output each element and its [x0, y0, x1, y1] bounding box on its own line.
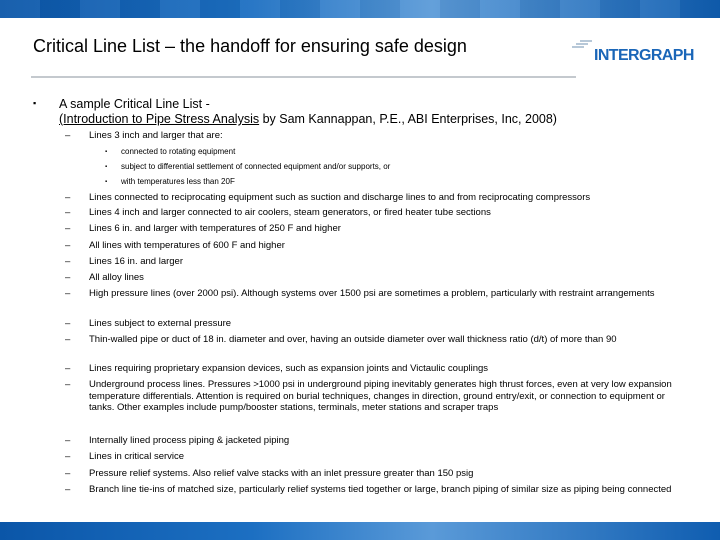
- list-dash: –: [65, 334, 71, 345]
- list-item-text: Pressure relief systems. Also relief valve stacks with an inlet pressure greater than 150 psig: [89, 468, 474, 479]
- list-dash: –: [65, 256, 71, 267]
- list-dash: –: [65, 272, 71, 283]
- list-dash: –: [65, 484, 71, 495]
- intro-bullet: ▪: [33, 98, 37, 108]
- list-item-text: Lines 16 in. and larger: [89, 256, 184, 267]
- sub-bullet: ▪: [105, 164, 108, 170]
- intro-text: [59, 97, 659, 127]
- list-dash: –: [65, 288, 71, 299]
- list-item-text: Underground process lines. Pressures >1000 psi in underground piping inevitably generates high thrust forces, even at very low expansion temperature differentials. Attention is required on burial techniques, changes in direction, ground entry/exit, or connection to equipment or tanks. Other examples include pump/booster stations, terminals, meter stations and scraper traps: [89, 379, 672, 413]
- list-dash: –: [65, 451, 71, 462]
- list-dash: –: [65, 435, 71, 446]
- intro-line-2: [59, 112, 659, 127]
- list-item-text: Lines 4 inch and larger connected to air coolers, steam generators, or fired heater tube sections: [89, 207, 491, 218]
- source-link[interactable]: (Introduction to Pipe Stress Analysis: [59, 112, 260, 126]
- sub-item-text: subject to differential settlement of connected equipment and/or supports, or: [121, 162, 391, 171]
- list-dash: –: [65, 379, 71, 390]
- list-item-text: Lines in critical service: [89, 451, 185, 462]
- list-item-text: Thin-walled pipe or duct of 18 in. diameter and over, having an outside diameter over wall thickness ratio (d/t) of more than 90: [89, 334, 617, 345]
- list-item-text: All alloy lines: [89, 272, 144, 283]
- source-citation: by Sam Kannappan, P.E., ABI Enterprises, Inc, 2008): [259, 112, 557, 126]
- list-item-text: Lines subject to external pressure: [89, 318, 232, 329]
- list-item-text: Lines connected to reciprocating equipment such as suction and discharge lines to and from reciprocating compressors: [89, 192, 591, 203]
- list-item-text: High pressure lines (over 2000 psi). Although systems over 1500 psi are sometimes a problem, particularly with restraint arrangements: [89, 288, 655, 299]
- list-dash: –: [65, 318, 71, 329]
- sub-item-text: with temperatures less than 20F: [121, 177, 235, 186]
- sub-bullet: ▪: [105, 149, 108, 155]
- list-item-text: Lines 6 in. and larger with temperatures of 250 F and higher: [89, 223, 341, 234]
- list-item-text: Lines 3 inch and larger that are:: [89, 130, 223, 141]
- logo-wordmark: INTERGRAPH: [594, 47, 694, 64]
- slide-title: Critical Line List – the handoff for ensuring safe design: [33, 36, 467, 56]
- list-dash: –: [65, 240, 71, 251]
- list-item-text: Lines requiring proprietary expansion devices, such as expansion joints and Victaulic couplings: [89, 363, 489, 374]
- sub-item-text: connected to rotating equipment: [121, 147, 236, 156]
- intro-line-1: A sample Critical Line List -: [59, 97, 210, 111]
- list-dash: –: [65, 207, 71, 218]
- list-dash: –: [65, 223, 71, 234]
- list-item-text: Branch line tie-ins of matched size, particularly relief systems tied together or large, branch piping of similar size as piping being connected: [89, 484, 672, 495]
- list-dash: –: [65, 363, 71, 374]
- list-item-text: Internally lined process piping & jacketed piping: [89, 435, 290, 446]
- bottom-banner: [0, 522, 720, 540]
- list-dash: –: [65, 192, 71, 203]
- list-dash: –: [65, 468, 71, 479]
- list-item-text: All lines with temperatures of 600 F and higher: [89, 240, 285, 251]
- list-dash: –: [65, 130, 71, 141]
- sub-bullet: ▪: [105, 179, 108, 185]
